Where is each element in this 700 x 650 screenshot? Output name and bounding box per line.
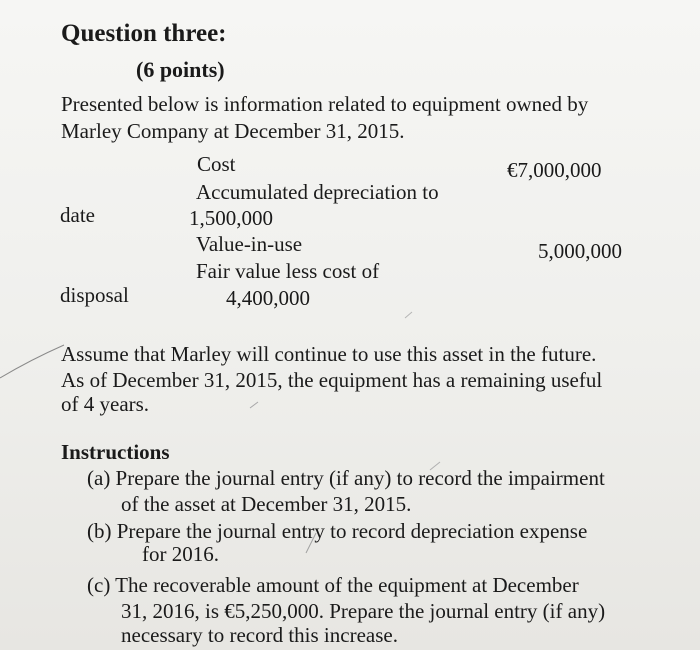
accumulated-depreciation-date-label: date <box>60 203 95 227</box>
cost-value: €7,000,000 <box>507 158 602 182</box>
fair-value-value: 4,400,000 <box>226 286 310 310</box>
intro-line-1: Presented below is information related to equipment owned by <box>61 92 589 116</box>
accumulated-depreciation-label: Accumulated depreciation to <box>196 180 439 204</box>
value-in-use-value: 5,000,000 <box>538 239 622 263</box>
intro-line-2: Marley Company at December 31, 2015. <box>61 119 405 143</box>
accumulated-depreciation-value: 1,500,000 <box>189 206 273 230</box>
instruction-a-line-1: (a) Prepare the journal entry (if any) to record the impairment <box>87 466 605 490</box>
pencil-stroke <box>405 312 412 318</box>
assumption-line-3: of 4 years. <box>61 392 150 416</box>
pencil-stroke <box>250 402 258 408</box>
cost-label: Cost <box>197 152 236 176</box>
assumption-line-2: As of December 31, 2015, the equipment has a remaining useful <box>61 368 603 392</box>
question-points: (6 points) <box>136 57 225 82</box>
instructions-heading: Instructions <box>61 440 170 464</box>
fair-value-disposal-label: disposal <box>60 283 129 307</box>
instruction-a-line-2: of the asset at December 31, 2015. <box>121 492 412 516</box>
instruction-c-line-1: (c) The recoverable amount of the equipment at December <box>87 573 579 597</box>
assumption-line-1: Assume that Marley will continue to use this asset in the future. <box>61 342 597 366</box>
pencil-stroke <box>0 345 64 378</box>
instruction-b-line-2: for 2016. <box>142 542 219 566</box>
question-title: Question three: <box>61 20 227 47</box>
fair-value-label: Fair value less cost of <box>196 259 380 283</box>
value-in-use-label: Value-in-use <box>196 232 303 256</box>
instruction-c-line-2: 31, 2016, is €5,250,000. Prepare the journal entry (if any) <box>121 599 606 623</box>
instruction-c-line-3: necessary to record this increase. <box>121 623 398 647</box>
instruction-b-line-1: (b) Prepare the journal entry to record depreciation expense <box>87 519 588 543</box>
